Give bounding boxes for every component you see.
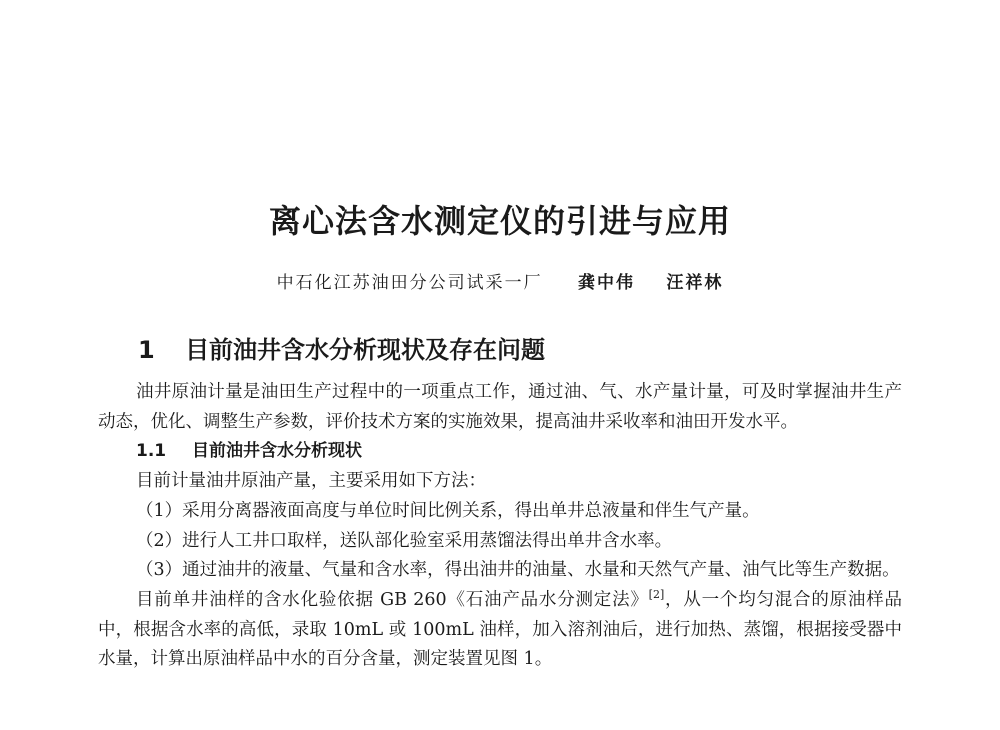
- paragraph-gb260: [98, 586, 902, 675]
- citation-ref: [2]: [648, 588, 665, 602]
- list-item-3: （3）通过油井的液量、气量和含水率，得出油井的油量、水量和天然气产量、油气比等生产数据。: [136, 560, 900, 581]
- author-line: [0, 268, 1000, 293]
- paragraph-intro: 油井原油计量是油田生产过程中的一项重点工作，通过油、气、水产量计量，可及时掌握油井生产动态，优化、调整生产参数，评价技术方案的实施效果，提高油井采收率和油田开发水平。: [98, 382, 902, 432]
- list-item-2: （2）进行人工井口取样，送队部化验室采用蒸馏法得出单井含水率。: [136, 530, 673, 551]
- paper-title: 离心法含水测定仪的引进与应用: [268, 202, 731, 240]
- section-1-title: 目前油井含水分析现状及存在问题: [185, 336, 546, 364]
- author-name-1: 龚中伟: [578, 273, 635, 293]
- author-name-2: 汪祥林: [666, 273, 724, 293]
- section-1-heading: [138, 330, 545, 365]
- section-1-1-heading: [98, 437, 902, 467]
- paragraph-methods-intro: 目前计量油井原油产量，主要采用如下方法：: [136, 471, 486, 492]
- author-affiliation: 中石化江苏油田分公司试采一厂: [276, 273, 543, 293]
- list-item-1: （1）采用分离器液面高度与单位时间比例关系，得出单井总液量和伴生气产量。: [136, 500, 760, 521]
- section-1-1-number: 1.1: [136, 441, 167, 462]
- body-text: [98, 378, 902, 675]
- section-1-number: 1: [138, 336, 155, 364]
- paragraph-gb260-part2: ，从一个均匀混合的原油样品中，根据含水率的高低，录取 10mL 或 100mL 油样，加入溶剂油后，进行加热、蒸馏，根据接受器中水量，计算出原油样品中水的百分含量，测定装置见图 1。: [98, 589, 902, 670]
- section-1-1-title: 目前油井含水分析现状: [192, 441, 363, 462]
- paragraph-gb260-part1: 目前单井油样的含水化验依据 GB 260《石油产品水分测定法》: [136, 589, 649, 610]
